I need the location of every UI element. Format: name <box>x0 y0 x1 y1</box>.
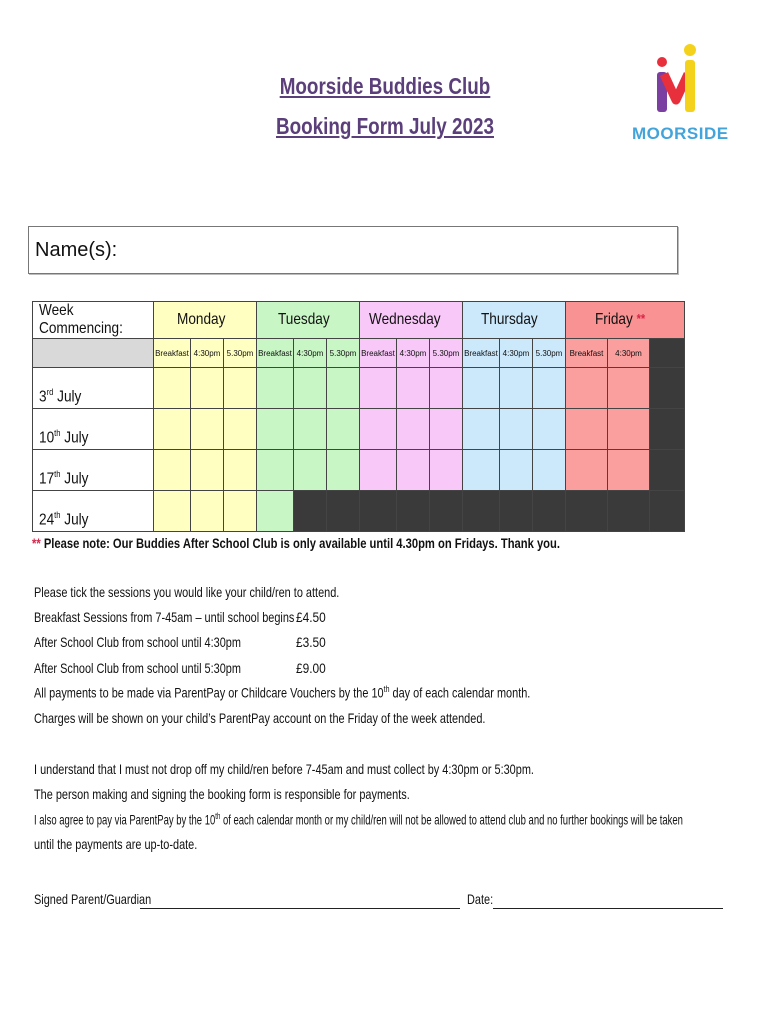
week-row <box>33 409 685 450</box>
booking-checkbox[interactable] <box>608 409 650 450</box>
week-label: 3rd July <box>33 368 154 409</box>
session-label: Breakfast <box>360 339 397 368</box>
booking-checkbox[interactable] <box>327 409 360 450</box>
booking-checkbox[interactable] <box>463 409 500 450</box>
unavailable-cell <box>360 491 397 532</box>
session-label: 4:30pm <box>397 339 430 368</box>
booking-checkbox[interactable] <box>257 450 294 491</box>
title-block <box>250 66 520 146</box>
session-label: Breakfast <box>566 339 608 368</box>
booking-checkbox[interactable] <box>397 368 430 409</box>
price-value: £9.00 <box>296 660 326 676</box>
booking-checkbox[interactable] <box>397 450 430 491</box>
booking-checkbox[interactable] <box>154 368 191 409</box>
session-label: 5.30pm <box>224 339 257 368</box>
terms-line: The person making and signing the booking form is responsible for payments. <box>34 786 410 802</box>
session-label: 4:30pm <box>191 339 224 368</box>
session-label: 5.30pm <box>533 339 566 368</box>
unavailable-cell <box>327 491 360 532</box>
friday-asterisks: ** <box>637 311 646 326</box>
price-value: £4.50 <box>296 609 326 625</box>
booking-checkbox[interactable] <box>430 409 463 450</box>
name-label: Name(s): <box>35 239 118 261</box>
booking-checkbox[interactable] <box>224 491 257 532</box>
booking-checkbox[interactable] <box>224 450 257 491</box>
booking-checkbox[interactable] <box>327 368 360 409</box>
booking-checkbox[interactable] <box>430 368 463 409</box>
booking-checkbox[interactable] <box>294 450 327 491</box>
booking-checkbox[interactable] <box>360 450 397 491</box>
date-line[interactable] <box>493 892 723 909</box>
booking-checkbox[interactable] <box>191 491 224 532</box>
name-field[interactable] <box>28 226 678 274</box>
signature-label: Signed Parent/Guardian <box>34 891 152 907</box>
booking-checkbox[interactable] <box>533 409 566 450</box>
session-label: 4:30pm <box>500 339 533 368</box>
booking-checkbox[interactable] <box>191 450 224 491</box>
day-header-wednesday: Wednesday <box>360 302 463 339</box>
price-row: Breakfast Sessions from 7-45am – until school begins <box>34 609 295 625</box>
booking-checkbox[interactable] <box>191 409 224 450</box>
day-header-thursday: Thursday <box>463 302 566 339</box>
booking-checkbox[interactable] <box>397 409 430 450</box>
price-row: After School Club from school until 4:30pm <box>34 634 241 650</box>
booking-checkbox[interactable] <box>500 368 533 409</box>
unavailable-cell <box>650 450 685 491</box>
booking-checkbox[interactable] <box>294 409 327 450</box>
unavailable-cell <box>650 491 685 532</box>
unavailable-cell <box>650 339 685 368</box>
booking-checkbox[interactable] <box>566 450 608 491</box>
price-value: £3.50 <box>296 634 326 650</box>
booking-checkbox[interactable] <box>360 409 397 450</box>
booking-checkbox[interactable] <box>154 450 191 491</box>
session-label: Breakfast <box>463 339 500 368</box>
session-label: Breakfast <box>154 339 191 368</box>
charges-text: Charges will be shown on your child’s ParentPay account on the Friday of the week attended. <box>34 710 486 726</box>
session-label: Breakfast <box>257 339 294 368</box>
booking-checkbox[interactable] <box>154 491 191 532</box>
booking-checkbox[interactable] <box>500 409 533 450</box>
week-row <box>33 368 685 409</box>
booking-checkbox[interactable] <box>257 368 294 409</box>
session-label: 4:30pm <box>294 339 327 368</box>
unavailable-cell <box>463 491 500 532</box>
booking-checkbox[interactable] <box>566 409 608 450</box>
moorside-logo <box>632 42 729 152</box>
booking-checkbox[interactable] <box>500 450 533 491</box>
week-label: 17th July <box>33 450 154 491</box>
friday-note: ** Please note: Our Buddies After School Club is only available until 4.30pm on Fridays. Thank you. <box>32 535 560 551</box>
booking-checkbox[interactable] <box>463 450 500 491</box>
week-label: 10th July <box>33 409 154 450</box>
terms-line: until the payments are up-to-date. <box>34 836 198 852</box>
unavailable-cell <box>650 368 685 409</box>
booking-checkbox[interactable] <box>533 450 566 491</box>
day-header-row <box>33 302 685 339</box>
booking-checkbox[interactable] <box>224 368 257 409</box>
booking-checkbox[interactable] <box>360 368 397 409</box>
week-row <box>33 450 685 491</box>
session-label: 5.30pm <box>430 339 463 368</box>
session-label: 4:30pm <box>608 339 650 368</box>
intro-text: Please tick the sessions you would like your child/ren to attend. <box>34 584 340 600</box>
booking-checkbox[interactable] <box>608 450 650 491</box>
week-row <box>33 491 685 532</box>
booking-checkbox[interactable] <box>430 450 463 491</box>
booking-checkbox[interactable] <box>327 450 360 491</box>
booking-checkbox[interactable] <box>257 409 294 450</box>
day-header-tuesday: Tuesday <box>257 302 360 339</box>
unavailable-cell <box>608 491 650 532</box>
date-label: Date: <box>467 891 494 907</box>
unavailable-cell <box>533 491 566 532</box>
terms-line: I also agree to pay via ParentPay by the 10th of each calendar month or my child/ren will not be allowed to attend club and no further bookings will be taken <box>34 811 683 828</box>
unavailable-cell <box>397 491 430 532</box>
booking-checkbox[interactable] <box>608 368 650 409</box>
unavailable-cell <box>650 409 685 450</box>
booking-checkbox[interactable] <box>533 368 566 409</box>
form-subtitle: Booking Form July 2023 <box>275 113 494 139</box>
unavailable-cell <box>500 491 533 532</box>
unavailable-cell <box>294 491 327 532</box>
booking-checkbox[interactable] <box>224 409 257 450</box>
day-header-monday: Monday <box>154 302 257 339</box>
unavailable-cell <box>430 491 463 532</box>
booking-table <box>32 301 685 532</box>
booking-checkbox[interactable] <box>191 368 224 409</box>
session-label: 5.30pm <box>327 339 360 368</box>
unavailable-cell <box>566 491 608 532</box>
terms-line: I understand that I must not drop off my child/ren before 7-45am and must collect by 4:30pm or 5:30pm. <box>34 761 534 777</box>
day-header-friday: Friday ** <box>566 302 685 339</box>
week-commencing-header: Week Commencing: <box>33 302 154 339</box>
form-title: Moorside Buddies Club <box>279 73 491 99</box>
price-row: After School Club from school until 5:30pm <box>34 660 241 676</box>
booking-checkbox[interactable] <box>154 409 191 450</box>
payments-text: All payments to be made via ParentPay or Childcare Vouchers by the 10th day of each calendar month. <box>34 684 531 701</box>
signature-line[interactable] <box>140 892 460 909</box>
booking-checkbox[interactable] <box>463 368 500 409</box>
blank-header-cell <box>33 339 154 368</box>
logo-text: MOORSIDE <box>632 124 729 143</box>
session-header-row <box>33 339 685 368</box>
booking-checkbox[interactable] <box>566 368 608 409</box>
week-label: 24th July <box>33 491 154 532</box>
logo-graphic-icon <box>632 42 724 124</box>
booking-checkbox[interactable] <box>294 368 327 409</box>
booking-checkbox[interactable] <box>257 491 294 532</box>
